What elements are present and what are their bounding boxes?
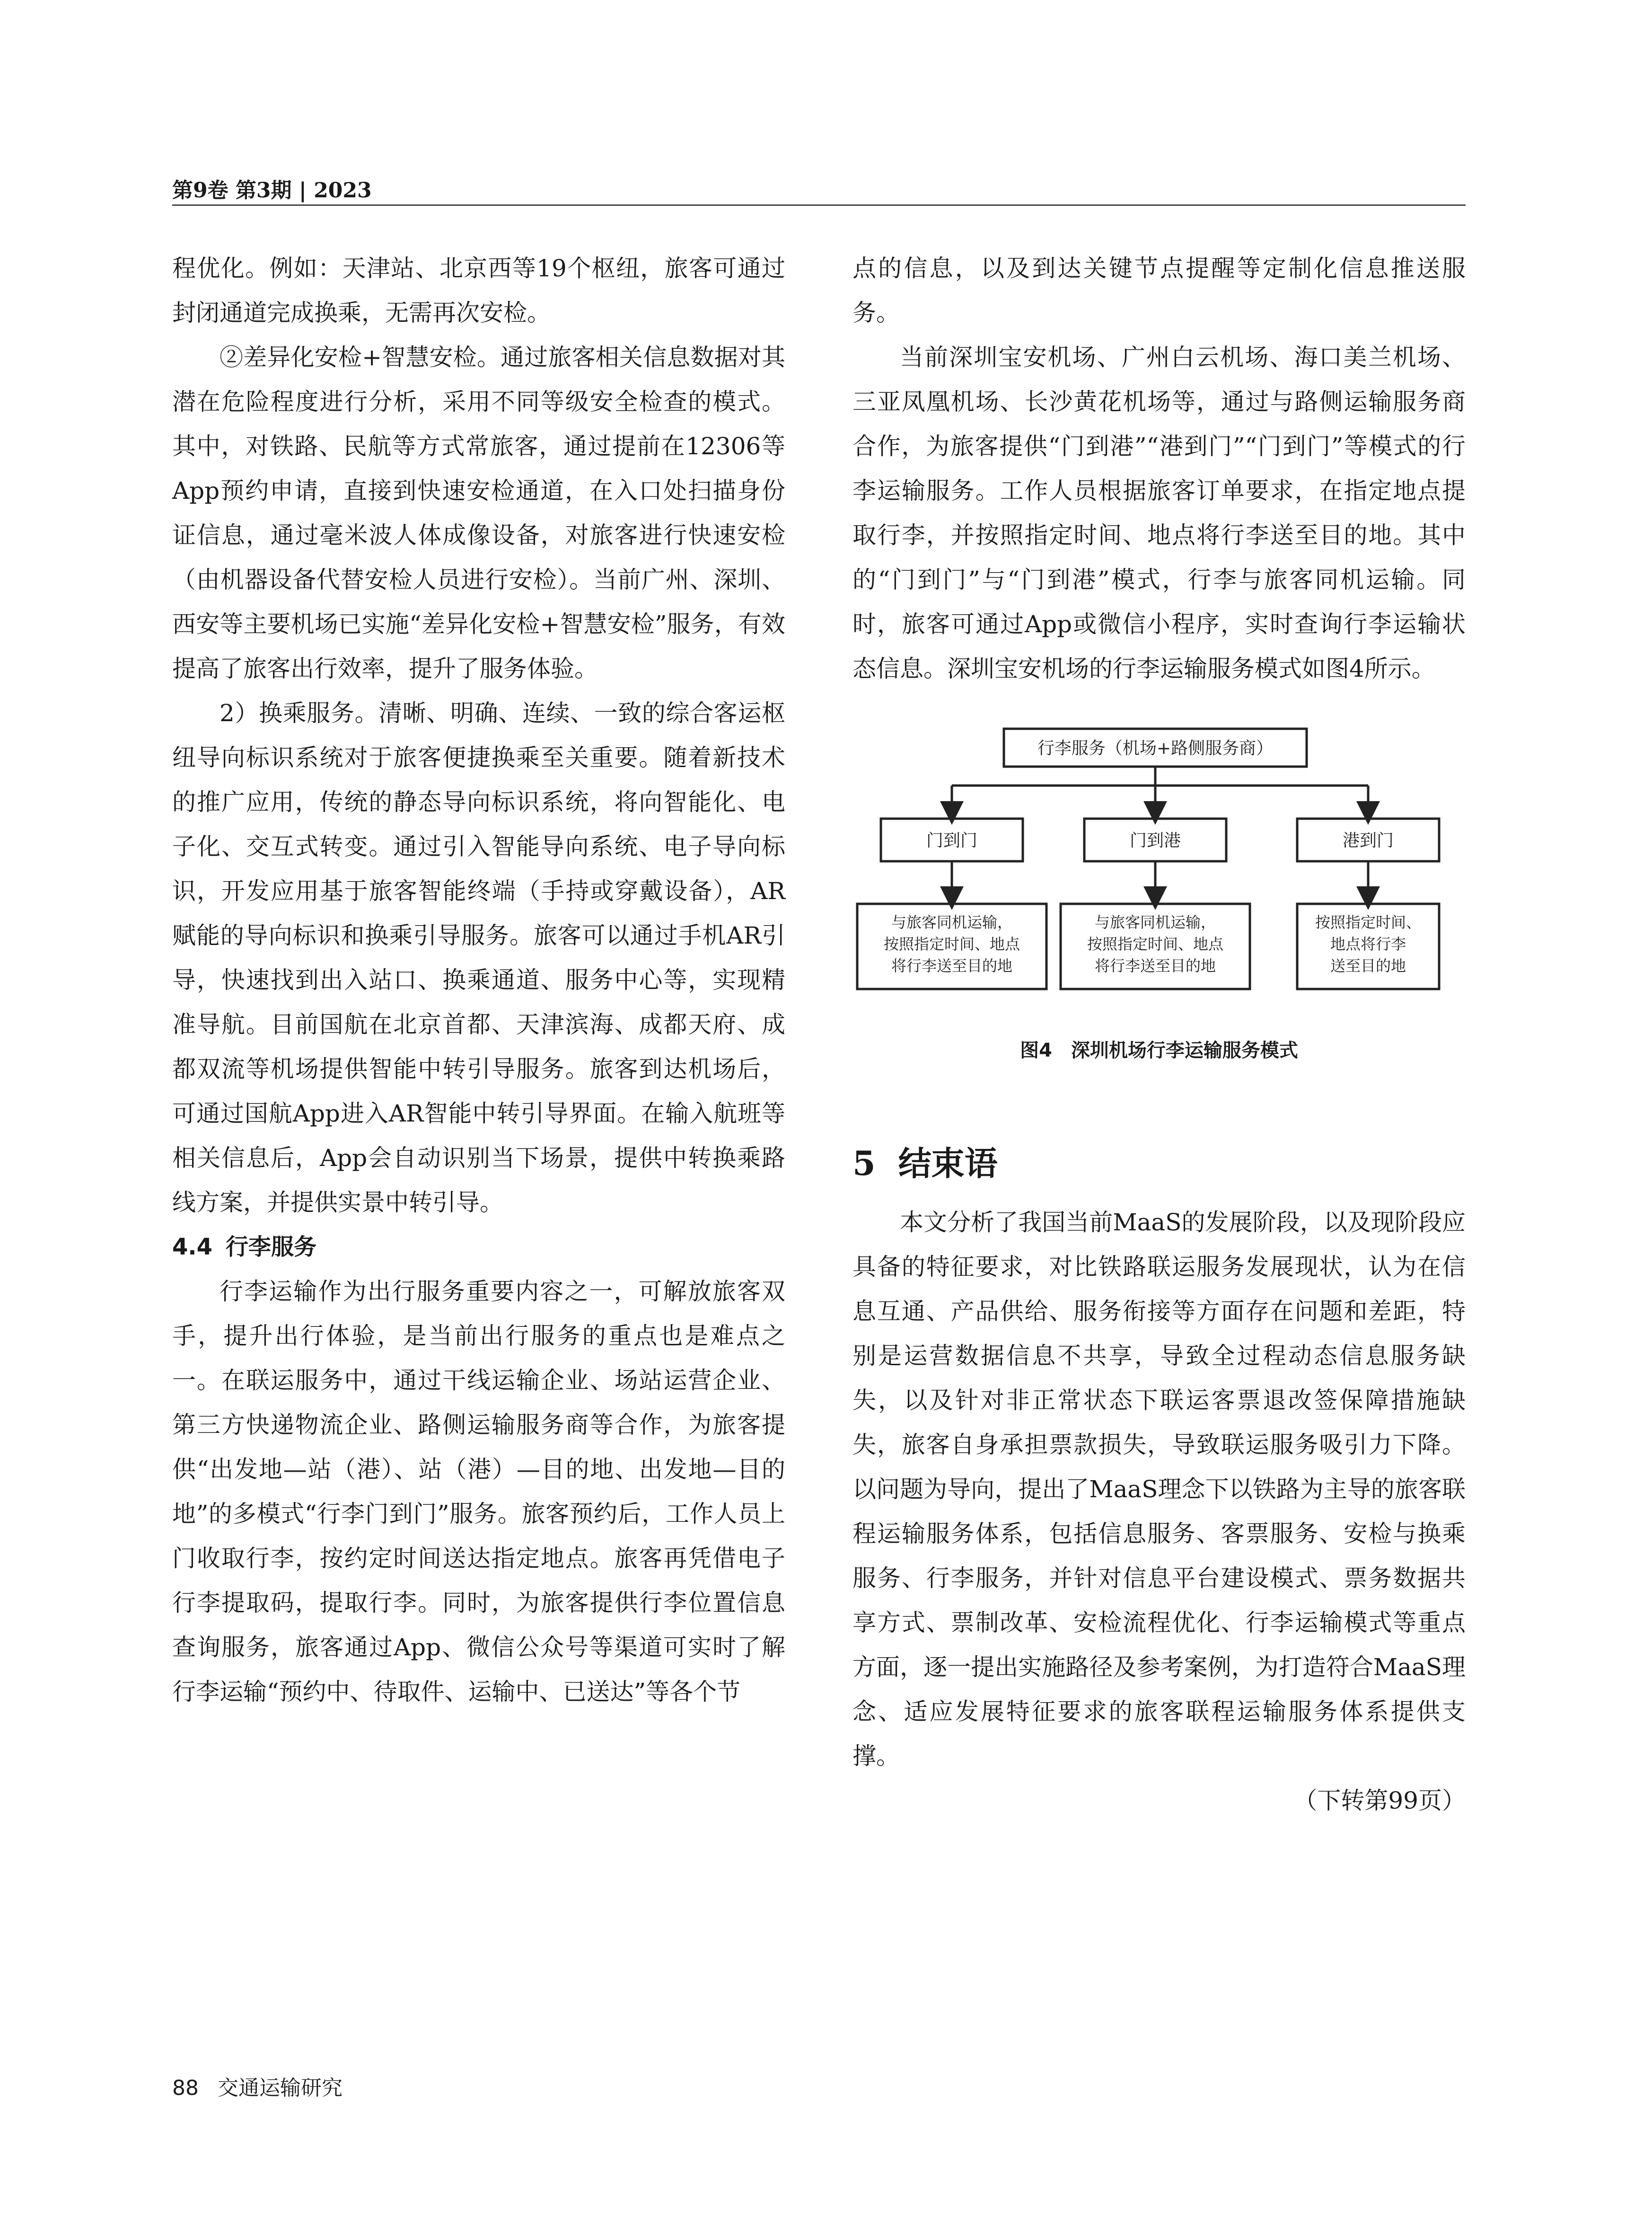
figure-4 xyxy=(852,719,1466,1117)
diagram-desc-line: 与旅客同机运输， xyxy=(1094,913,1216,931)
figure-caption xyxy=(852,1035,1466,1062)
diagram-top-label: 行李服务（机场+路侧服务商） xyxy=(1037,739,1274,758)
diagram-desc-line: 地点将行李 xyxy=(1330,935,1406,953)
diagram-mid-label: 港到门 xyxy=(1342,831,1394,850)
diagram-mid-label: 门到港 xyxy=(1129,831,1181,850)
journal-name: 交通运输研究 xyxy=(218,2076,343,2100)
service-mode-diagram xyxy=(852,719,1466,1022)
diagram-desc-line: 与旅客同机运输， xyxy=(891,913,1013,931)
diagram-desc-line: 将行李送至目的地 xyxy=(891,957,1013,975)
page-number: 88 xyxy=(172,2076,199,2100)
subsection-title: 行李服务 xyxy=(226,1234,317,1260)
diagram-mid-label: 门到门 xyxy=(926,831,978,850)
diagram-desc-line: 按照指定时间、地点 xyxy=(883,935,1020,953)
paragraph: ②差异化安检+智慧安检。通过旅客相关信息数据对其潜在危险程度进行分析，采用不同等级安全检查的模式。其中，对铁路、民航等方式常旅客，通过提前在12306等App预约申请，直接到快速安检通道，在入口处扫描身份证信息，通过毫米波人体成像设备，对旅客进行快速安检（由机器设备代替安检人员进行安检）。当前广州、深圳、西安等主要机场已实施“差异化安检+智慧安检”服务，有效提高了旅客出行效率，提升了服务体验。 xyxy=(172,344,785,682)
section-heading xyxy=(852,1138,1466,1190)
diagram-desc-line: 按照指定时间、 xyxy=(1315,913,1422,931)
left-column xyxy=(172,246,785,1714)
paragraph: 本文分析了我国当前MaaS的发展阶段，以及现阶段应具备的特征要求，对比铁路联运服务发展现状，认为在信息互通、产品供给、服务衔接等方面存在问题和差距，特别是运营数据信息不共享，导致全过程动态信息服务缺失，以及针对非正常状态下联运客票退改签保障措施缺失，旅客自身承担票款损失，导致联运服务吸引力下降。以问题为导向，提出了MaaS理念下以铁路为主导的旅客联程运输服务体系，包括信息服务、客票服务、安检与换乘服务、行李服务，并针对信息平台建设模式、票务数据共享方式、票制改革、安检流程优化、行李运输模式等重点方面，逐一提出实施路径及参考案例，为打造符合MaaS理念、适应发展特征要求的旅客联程运输服务体系提供支撑。 xyxy=(852,1209,1466,1770)
diagram-desc-line: 将行李送至目的地 xyxy=(1094,957,1216,975)
paragraph: 点的信息，以及到达关键节点提醒等定制化信息推送服务。 xyxy=(852,255,1466,327)
right-column xyxy=(852,246,1466,1823)
page-footer xyxy=(172,2071,343,2101)
paragraph: 当前深圳宝安机场、广州白云机场、海口美兰机场、三亚凤凰机场、长沙黄花机场等，通过与路侧运输服务商合作，为旅客提供“门到港”“港到门”“门到门”等模式的行李运输服务。工作人员根据旅客订单要求，在指定地点提取行李，并按照指定时间、地点将行李送至目的地。其中的“门到门”与“门到港”模式，行李与旅客同机运输。同时，旅客可通过App或微信小程序，实时查询行李运输状态信息。深圳宝安机场的行李运输服务模式如图4所示。 xyxy=(852,344,1466,682)
running-header: 第9卷 第3期 | 2023 xyxy=(172,178,372,203)
section-title: 结束语 xyxy=(898,1144,998,1183)
figure-title: 深圳机场行李运输服务模式 xyxy=(1071,1040,1298,1061)
diagram-desc-line: 送至目的地 xyxy=(1330,957,1406,975)
subsection-heading xyxy=(172,1225,785,1269)
subsection-number: 4.4 xyxy=(172,1234,213,1260)
paragraph: 程优化。例如：天津站、北京西等19个枢纽，旅客可通过封闭通道完成换乘，无需再次安检。 xyxy=(172,255,785,327)
figure-number: 图4 xyxy=(1020,1040,1052,1061)
continuation-note: （下转第99页） xyxy=(1293,1787,1466,1814)
paragraph: 2）换乘服务。清晰、明确、连续、一致的综合客运枢纽导向标识系统对于旅客便捷换乘至关重要。随着新技术的推广应用，传统的静态导向标识系统，将向智能化、电子化、交互式转变。通过引入智能导向系统、电子导向标识，开发应用基于旅客智能终端（手持或穿戴设备），AR赋能的导向标识和换乘引导服务。旅客可以通过手机AR引导，快速找到出入站口、换乘通道、服务中心等，实现精准导航。目前国航在北京首都、天津滨海、成都天府、成都双流等机场提供智能中转引导服务。旅客到达机场后，可通过国航App进入AR智能中转引导界面。在输入航班等相关信息后，App会自动识别当下场景，提供中转换乘路线方案，并提供实景中转引导。 xyxy=(172,699,785,1216)
section-number: 5 xyxy=(852,1144,876,1183)
header-rule xyxy=(172,204,1466,206)
diagram-desc-line: 按照指定时间、地点 xyxy=(1087,935,1224,953)
paragraph: 行李运输作为出行服务重要内容之一，可解放旅客双手，提升出行体验，是当前出行服务的重点也是难点之一。在联运服务中，通过干线运输企业、场站运营企业、第三方快递物流企业、路侧运输服务商等合作，为旅客提供“出发地—站（港）、站（港）—目的地、出发地—目的地”的多模式“行李门到门”服务。旅客预约后，工作人员上门收取行李，按约定时间送达指定地点。旅客再凭借电子行李提取码，提取行李。同时，为旅客提供行李位置信息查询服务，旅客通过App、微信公众号等渠道可实时了解行李运输“预约中、待取件、运输中、已送达”等各个节 xyxy=(172,1278,785,1705)
